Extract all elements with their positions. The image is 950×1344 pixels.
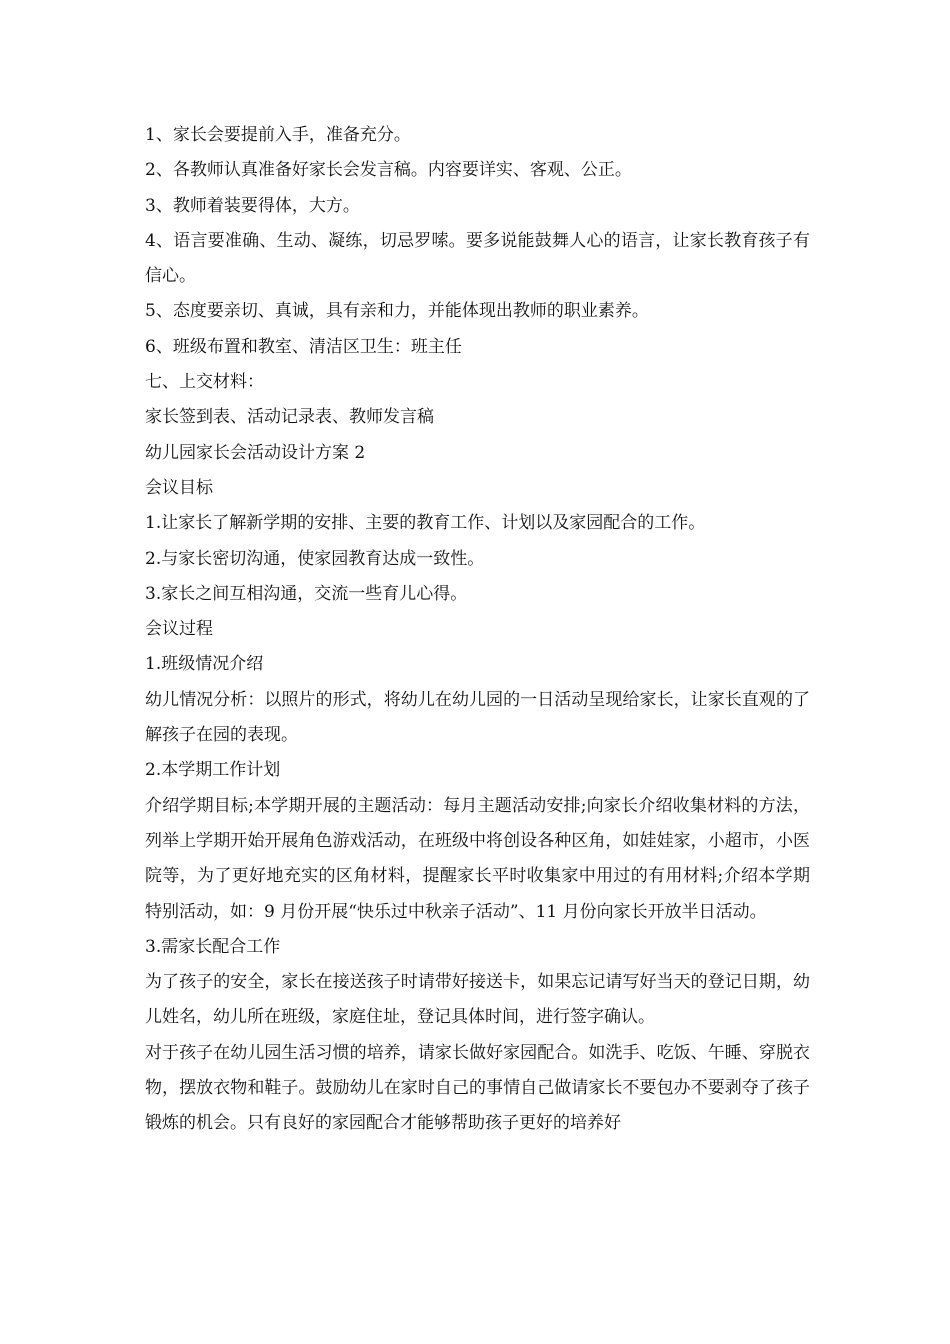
section-heading: 会议过程: [145, 619, 213, 640]
paragraph-item: 1、家长会要提前入手，准备充分。: [145, 125, 411, 145]
paragraph-item: 5、态度要亲切、真诚，具有亲和力，并能体现出教师的职业素养。: [145, 301, 649, 322]
paragraph-item: 1.让家长了解新学期的安排、主要的教育工作、计划以及家园配合的工作。: [145, 513, 706, 534]
document-title: 幼儿园家长会活动设计方案 2: [145, 442, 366, 463]
paragraph-item: 对于孩子在幼儿园生活习惯的培养，请家长做好家园配合。如洗手、吃饭、午睡、穿脱衣物，摆放衣物和鞋子。鼓励幼儿在家时自己的事情自己做请家长不要包办不要剥夺了孩子锻炼的机会。只有良好的家园配合才能够帮助孩子更好的培养好: [145, 1042, 810, 1134]
paragraph-item: 3、教师着装要得体，大方。: [145, 195, 360, 216]
section-heading: 七、上交材料：: [145, 372, 264, 393]
paragraph-item: 2.与家长密切沟通，使家园教育达成一致性。: [145, 548, 485, 569]
paragraph-item: 为了孩子的安全，家长在接送孩子时请带好接送卡，如果忘记请写好当天的登记日期，幼儿姓名，幼儿所在班级，家庭住址，登记具体时间，进行签字确认。: [145, 972, 810, 1028]
paragraph-item: 4、语言要准确、生动、凝练，切忌罗嗦。要多说能鼓舞人心的语言，让家长教育孩子有信心。: [145, 230, 810, 287]
section-heading: 会议目标: [145, 477, 213, 498]
paragraph-item: 介绍学期目标;本学期开展的主题活动：每月主题活动安排;向家长介绍收集材料的方法，列举上学期开始开展角色游戏活动，在班级中将创设各种区角，如娃娃家，小超市，小医院等，为了更好地充实的区角材料，提醒家长平时收集家中用过的有用材料;介绍本学期特别活动，如：9 月份开展“快乐过中秋亲子活动”、11 月份向家长开放半日活动。: [145, 795, 810, 922]
paragraph-item: 6、班级布置和教室、清洁区卫生：班主任: [145, 336, 462, 357]
paragraph-item: 2、各教师认真准备好家长会发言稿。内容要详实、客观、公正。: [145, 160, 632, 181]
subsection-heading: 2.本学期工作计划: [145, 760, 281, 781]
paragraph-item: 家长签到表、活动记录表、教师发言稿: [145, 407, 434, 428]
document-body: [145, 118, 810, 1142]
paragraph-item: 3.家长之间互相沟通，交流一些育儿心得。: [145, 583, 468, 604]
subsection-heading: 1.班级情况介绍: [145, 654, 264, 675]
subsection-heading: 3.需家长配合工作: [145, 936, 281, 957]
paragraph-item: 幼儿情况分析：以照片的形式，将幼儿在幼儿园的一日活动呈现给家长，让家长直观的了解孩子在园的表现。: [145, 689, 810, 746]
